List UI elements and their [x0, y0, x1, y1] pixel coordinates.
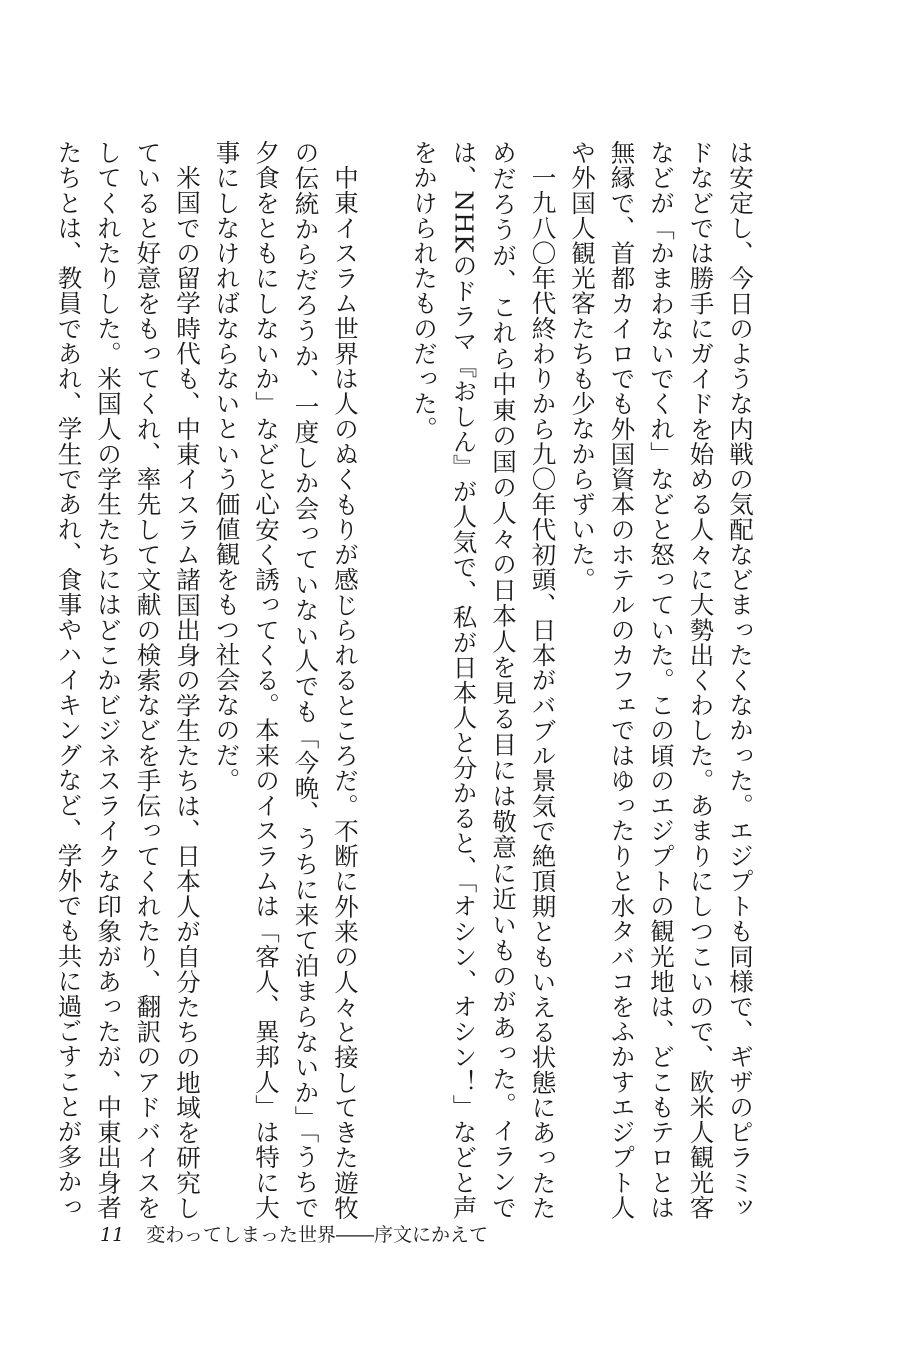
running-title: 変わってしまった世界――序文にかえて — [146, 1224, 489, 1246]
paragraph-continued: は安定し、今日のような内戦の気配などまったくなかった。エジプトも同様で、ギザのピラミッドなどでは勝手にガイドを始める人々に大勢出くわした。あまりにしつこいので、欧米人観光客などが「かまわないでくれ」などと怒っていた。この頃のエジプトの観光地は、どこもテロとは無縁で、首都カイロでも外国資本のホテルのカフェではゆったりと水タバコをふかすエジプト人や外国人観光客たちも少なからずいた。 — [568, 140, 755, 1220]
paragraph-islamic-warmth: 中東イスラム世界は人のぬくもりが感じられるところだ。不断に外来の人々と接してきた遊牧の伝統からだろうか、一度しか会っていない人でも「今晩、うちに来て泊まらないか」「うちで夕食をともにしないか」などと心安く誘ってくる。本来のイスラムは「客人、異邦人」は特に大事にしなければならないという価値観をもつ社会なのだ。 — [212, 140, 360, 1220]
page-footer — [100, 1222, 800, 1248]
page-number: 11 — [100, 1224, 125, 1246]
paragraph-bubble-era: 一九八〇年代終わりから九〇年代初頭、日本がバブル景気で絶頂期ともいえる状態にあったためだろうが、これら中東の国の人々の日本人を見る目には敬意に近いものがあった。イランでは、NHKのドラマ『おしん』が人気で、私が日本人と分かると、「オシン、オシン！」などと声をかけられたものだった。 — [410, 140, 558, 1220]
page-body — [54, 140, 760, 1220]
paragraph-us-study: 米国での留学時代も、中東イスラム諸国出身の学生たちは、日本人が自分たちの地域を研究していると好意をもってくれ、率先して文献の検索などを手伝ってくれたり、翻訳のアドバイスをしてくれたりした。米国人の学生たちにはどこかビジネスライクな印象があったが、中東出身者たちとは、教員であれ、学生であれ、食事やハイキングなど、学外でも共に過ごすことが多かっ — [54, 140, 202, 1220]
